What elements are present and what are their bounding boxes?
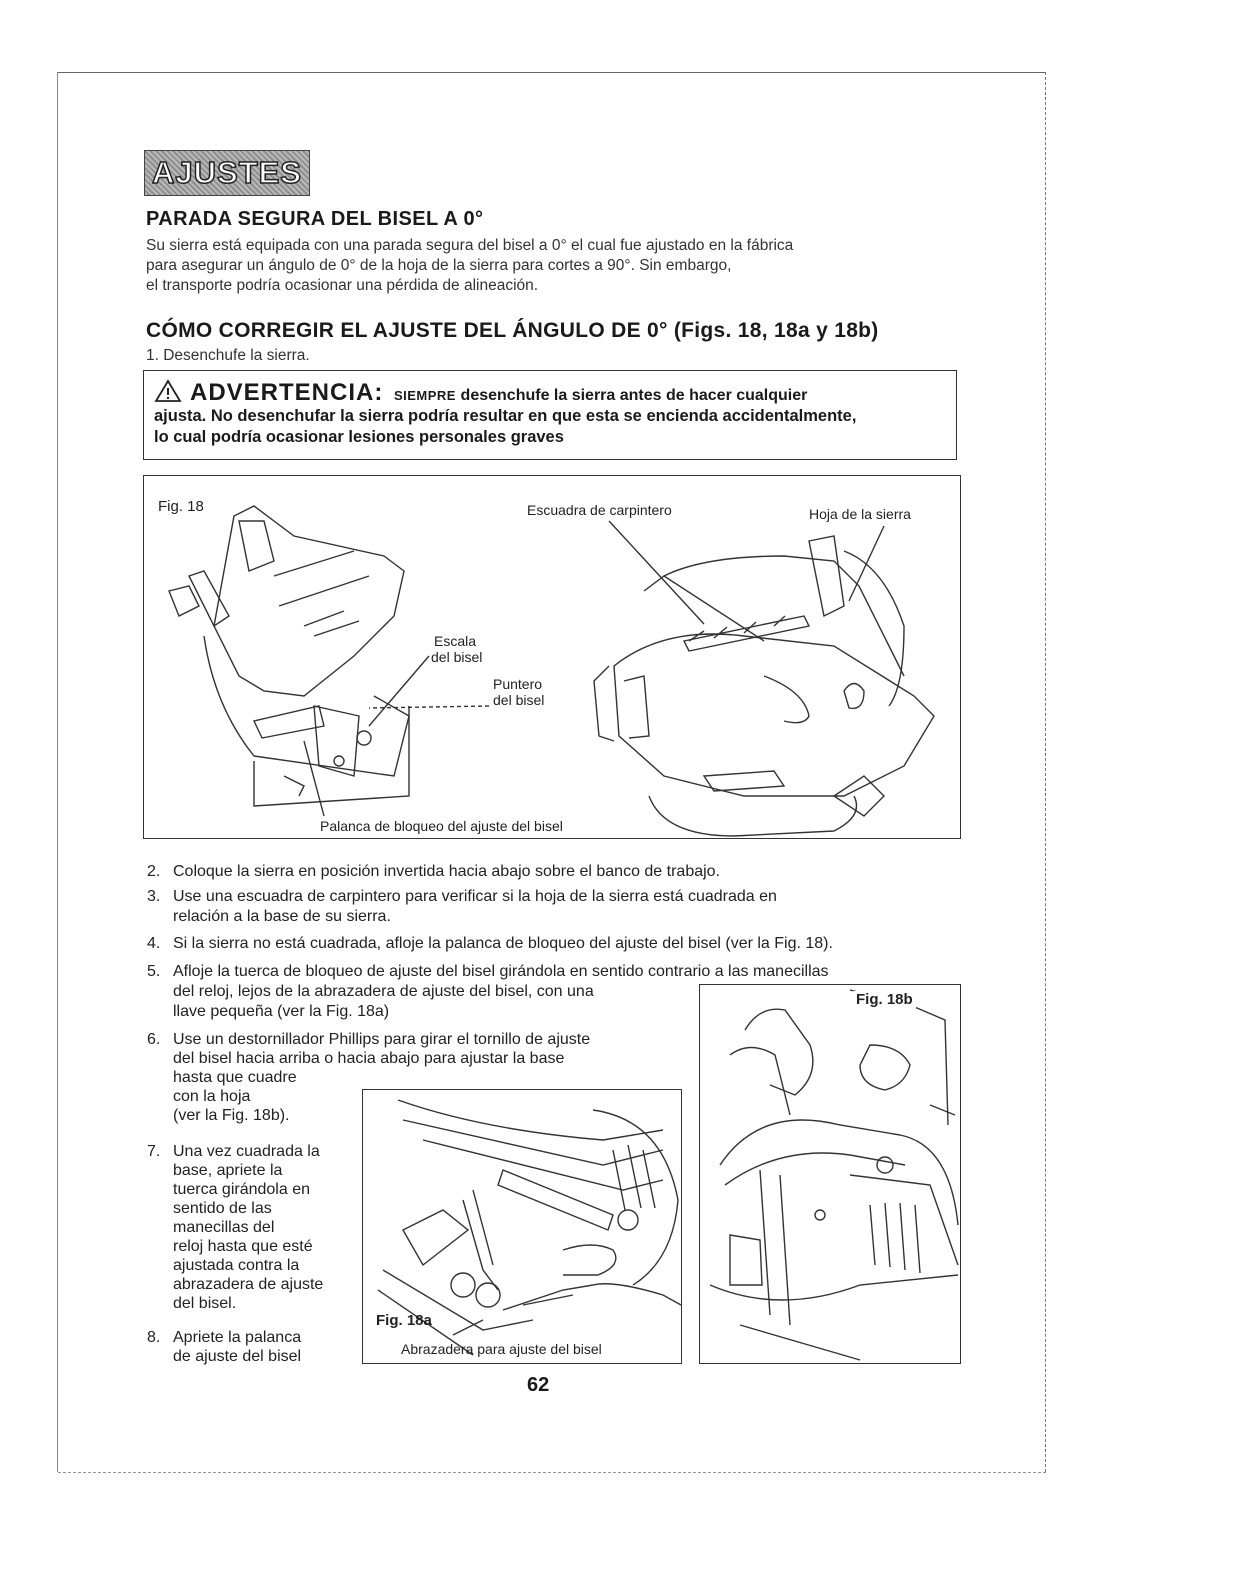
intro-line: para asegurar un ángulo de 0° de la hoja de la sierra para cortes a 90°. Sin embargo, [146,257,732,274]
intro-line: Su sierra está equipada con una parada segura del bisel a 0° el cual fue ajustado en la fábrica [146,237,794,254]
step-1: 1. Desenchufe la sierra. [146,347,310,364]
callout-escala-1: Escala [434,633,477,649]
figure-18b-illustration [700,985,962,1365]
callout-hoja: Hoja de la sierra [809,506,911,522]
figure-18a [362,1089,682,1364]
warning-line3: lo cual podría ocasionar lesiones personales graves [154,428,564,446]
figure-18-illustration [144,476,962,840]
page-frame-bottom [58,1472,1046,1473]
heading-correct-angle: CÓMO CORREGIR EL AJUSTE DEL ÁNGULO DE 0° (Figs. 18, 18a y 18b) [146,319,879,342]
figure-18b-label: Fig. 18b [853,991,916,1008]
page-number: 62 [527,1374,550,1396]
callout-puntero-1: Puntero [493,676,543,692]
warning-siempre: SIEMPRE [393,388,456,403]
warning-triangle-icon [154,379,182,403]
warning-line2: ajusta. No desenchufar la sierra podría resultar en que esta se encienda accidentalmente, [154,407,857,425]
warning-box [143,370,957,460]
callout-escala-2: del bisel [431,649,483,665]
callout-puntero-2: del bisel [493,692,545,708]
warning-title: ADVERTENCIA: [190,379,384,406]
page-frame-right [1045,72,1046,1472]
page-frame-top [58,72,1046,73]
intro-paragraph [146,236,1006,296]
heading-bevel-stop: PARADA SEGURA DEL BISEL A 0° [146,208,484,230]
warning-line1: desenchufe la sierra antes de hacer cualquier [460,387,808,404]
intro-line: el transporte podría ocasionar una pérdida de alineación. [146,277,539,294]
figure-18a-caption: Abrazadera para ajuste del bisel [401,1341,602,1357]
figure-18b [699,984,961,1364]
callout-palanca: Palanca de bloqueo del ajuste del bisel [320,818,563,834]
figure-18 [143,475,961,839]
page-frame-left [57,72,58,1472]
figure-18a-label: Fig. 18a [376,1312,432,1329]
callout-escuadra: Escuadra de carpintero [527,502,672,518]
figure-18-label: Fig. 18 [158,498,204,515]
section-badge [144,150,310,196]
section-badge-label: AJUSTES [152,155,302,190]
